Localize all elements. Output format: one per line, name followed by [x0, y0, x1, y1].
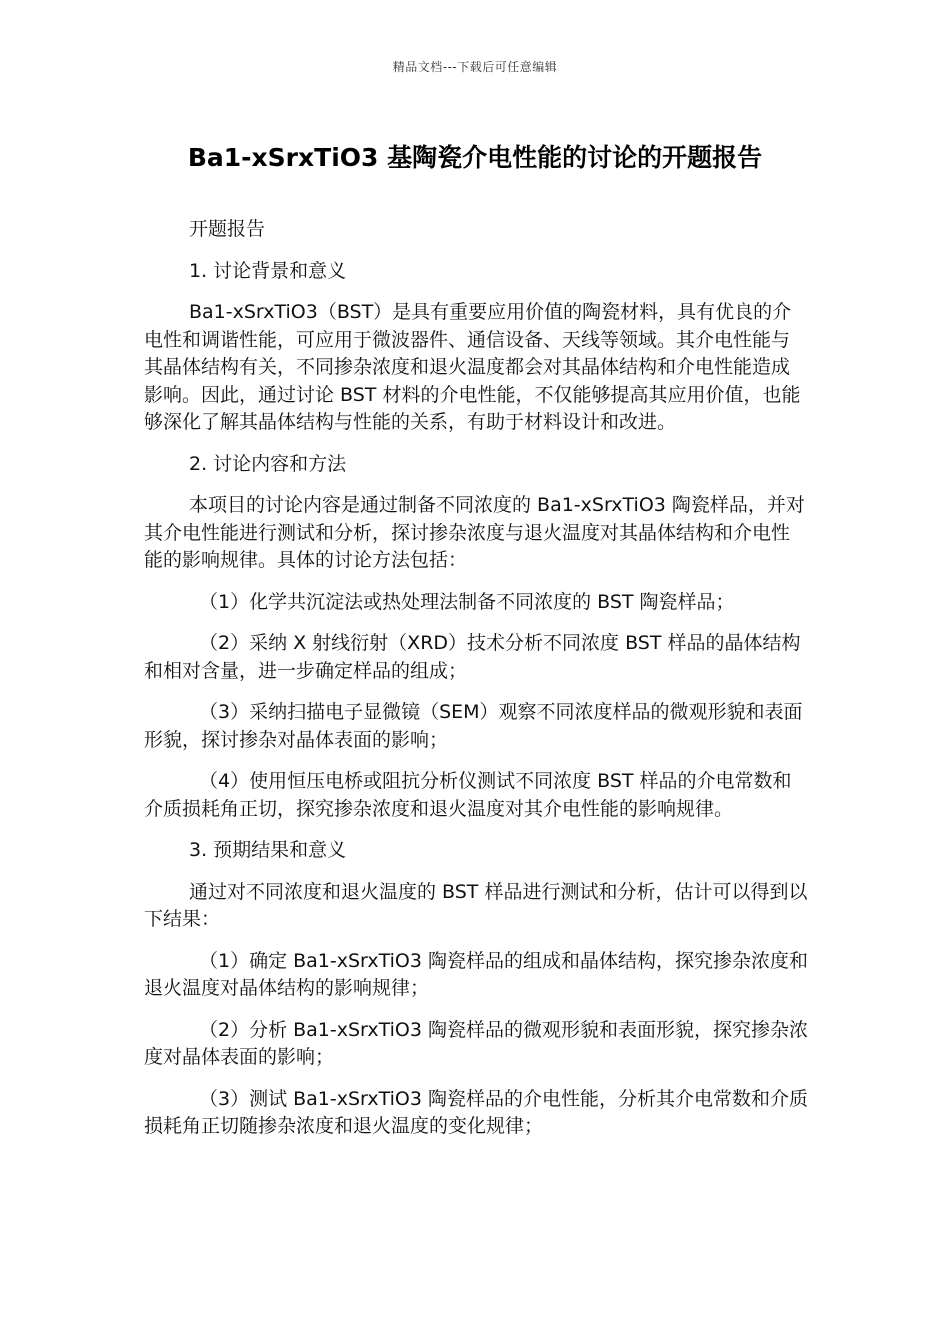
paragraph-background: Ba1-xSrxTiO3（BST）是具有重要应用价值的陶瓷材料，具有优良的介电性和调谐性能，可应用于微波器件、通信设备、天线等领域。其介电性能与其晶体结构有关，不同掺杂浓度和退火温度都会对其晶体结构和介电性能造成影响。因此，通过讨论 BST 材料的介电性能，不仅能够提高其应用价值，也能够深化了解其晶体结构与性能的关系，有助于材料设计和改进。 [144, 301, 801, 433]
result-item-1: （1）确定 Ba1-xSrxTiO3 陶瓷样品的组成和晶体结构，探究掺杂浓度和退火温度对晶体结构的影响规律； [144, 949, 808, 999]
method-item-3: （3）采纳扫描电子显微镜（SEM）观察不同浓度样品的微观形貌和表面形貌，探讨掺杂对晶体表面的影响； [144, 701, 803, 751]
result-item-3: （3）测试 Ba1-xSrxTiO3 陶瓷样品的介电性能，分析其介电常数和介质损耗角正切随掺杂浓度和退火温度的变化规律； [144, 1087, 808, 1137]
section-heading-background: 1. 讨论背景和意义 [189, 259, 347, 282]
document-title: Ba1-xSrxTiO3 基陶瓷介电性能的讨论的开题报告 [187, 143, 763, 172]
document-body [144, 216, 808, 1155]
method-item-2: （2）采纳 X 射线衍射（XRD）技术分析不同浓度 BST 样品的晶体结构和相对含量，进一步确定样品的组成； [144, 632, 801, 682]
section-heading-methods: 2. 讨论内容和方法 [189, 452, 347, 475]
method-item-4: （4）使用恒压电桥或阻抗分析仪测试不同浓度 BST 样品的介电常数和介质损耗角正切，探究掺杂浓度和退火温度对其介电性能的影响规律。 [144, 770, 792, 820]
section-heading-results: 3. 预期结果和意义 [189, 839, 347, 861]
paragraph-results: 通过对不同浓度和退火温度的 BST 样品进行测试和分析，估计可以得到以下结果： [144, 880, 808, 930]
result-item-2: （2）分析 Ba1-xSrxTiO3 陶瓷样品的微观形貌和表面形貌，探究掺杂浓度对晶体表面的影响； [144, 1018, 808, 1068]
method-item-1: （1）化学共沉淀法或热处理法制备不同浓度的 BST 陶瓷样品； [199, 590, 735, 613]
section-label-report: 开题报告 [189, 218, 266, 240]
header-note: 精品文档---下载后可任意编辑 [392, 60, 558, 74]
paragraph-methods: 本项目的讨论内容是通过制备不同浓度的 Ba1-xSrxTiO3 陶瓷样品，并对其介电性能进行测试和分析，探讨掺杂浓度与退火温度对其晶体结构和介电性能的影响规律。具体的讨论方法包括： [144, 494, 805, 571]
